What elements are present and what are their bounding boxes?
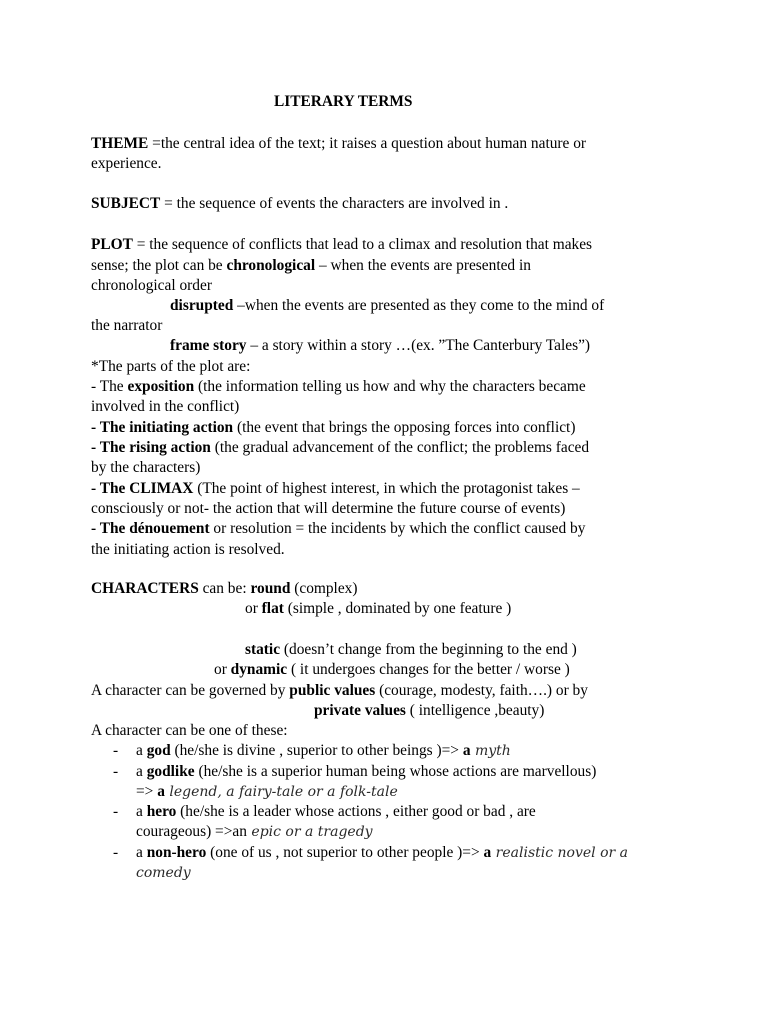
list-item-hero-cont: courageous) =>an epic or a tragedy	[136, 823, 373, 840]
plot-frame-story: frame story – a story within a story …(ex. ”The Canterbury Tales”)	[170, 337, 591, 354]
theme-definition: THEME =the central idea of the text; it raises a question about human nature or	[91, 135, 587, 152]
characters-flat: or flat (simple , dominated by one feature )	[245, 600, 512, 617]
list-item-godlike-cont: => a legend, a fairy-tale or a folk-tale	[136, 783, 398, 800]
plot-part-denouement-cont: the initiating action is resolved.	[91, 541, 285, 558]
plot-part-exposition: - The exposition (the information telling us how and why the characters became	[91, 378, 586, 395]
characters-private-values: private values ( intelligence ,beauty)	[314, 702, 545, 719]
document-title: LITERARY TERMS	[274, 93, 413, 110]
plot-definition: PLOT = the sequence of conflicts that lead to a climax and resolution that makes	[91, 236, 593, 253]
term-plot: PLOT	[91, 236, 133, 253]
list-bullet-dash: -	[113, 742, 119, 759]
plot-part-climax-cont: consciously or not- the action that will determine the future course of events)	[91, 500, 566, 517]
list-bullet-dash: -	[113, 763, 119, 780]
term-subject: SUBJECT	[91, 195, 161, 212]
subject-definition: SUBJECT = the sequence of events the characters are involved in .	[91, 195, 509, 212]
plot-parts-heading: *The parts of the plot are:	[91, 358, 251, 375]
plot-chronological-cont: chronological order	[91, 277, 212, 294]
characters-dynamic: or dynamic ( it undergoes changes for the better / worse )	[214, 661, 570, 678]
plot-part-rising-action: - The rising action (the gradual advancement of the conflict; the problems faced	[91, 439, 590, 456]
theme-definition-cont: experience.	[91, 155, 162, 172]
plot-chronological: sense; the plot can be chronological – when the events are presented in	[91, 257, 531, 274]
list-item-hero: a hero (he/she is a leader whose actions , either good or bad , are	[136, 803, 536, 820]
plot-part-exposition-cont: involved in the conflict)	[91, 398, 240, 415]
characters-static: static (doesn’t change from the beginning to the end )	[245, 641, 577, 658]
list-item-god: a god (he/she is divine , superior to other beings )=> a myth	[136, 742, 511, 759]
list-bullet-dash: -	[113, 803, 119, 820]
plot-part-denouement: - The dénouement or resolution = the incidents by which the conflict caused by	[91, 520, 586, 537]
plot-disrupted-cont: the narrator	[91, 317, 163, 334]
plot-part-climax: - The CLIMAX (The point of highest interest, in which the protagonist takes –	[91, 480, 580, 497]
characters-round: CHARACTERS can be: round (complex)	[91, 580, 358, 597]
plot-disrupted: disrupted –when the events are presented as they come to the mind of	[170, 297, 605, 314]
list-item-non-hero-cont: comedy	[136, 865, 191, 881]
plot-part-rising-action-cont: by the characters)	[91, 459, 201, 476]
list-item-non-hero: a non-hero (one of us , not superior to other people )=> a realistic novel or a	[136, 844, 629, 861]
list-item-godlike: a godlike (he/she is a superior human being whose actions are marvellous)	[136, 763, 597, 780]
list-bullet-dash: -	[113, 844, 119, 861]
characters-governed: A character can be governed by public values (courage, modesty, faith….) or by	[91, 682, 588, 699]
term-characters: CHARACTERS	[91, 580, 199, 597]
plot-part-initiating-action: - The initiating action (the event that brings the opposing forces into conflict)	[91, 419, 576, 436]
characters-one-of: A character can be one of these:	[91, 722, 288, 739]
term-theme: THEME	[91, 135, 149, 152]
